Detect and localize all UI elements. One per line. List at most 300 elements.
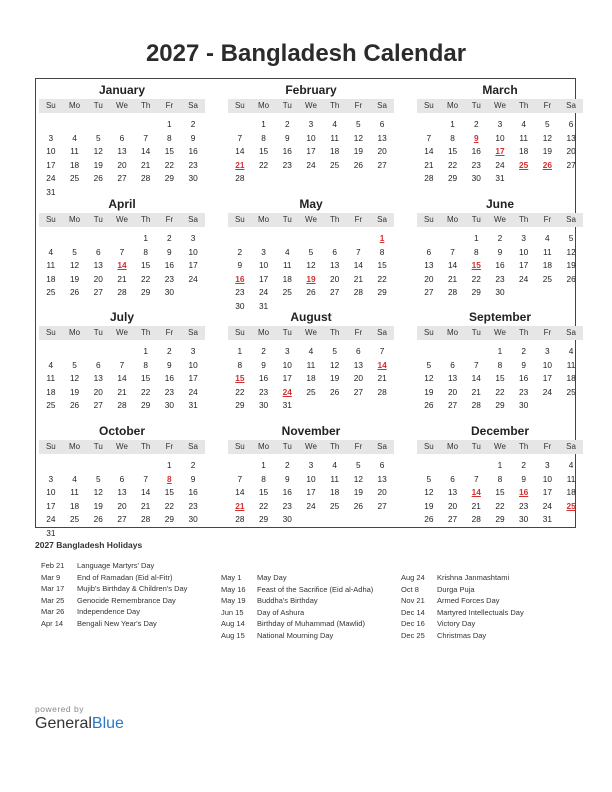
day-cell: 24 [188, 386, 198, 397]
weekday-label: Fr [165, 442, 174, 451]
holiday-day-cell: 14 [377, 359, 387, 370]
day-cell: 10 [542, 473, 552, 484]
day-cell: 21 [117, 386, 127, 397]
day-grid [39, 459, 205, 541]
empty-cell [417, 459, 441, 473]
empty-cell [417, 118, 441, 132]
day-cell: 10 [188, 246, 198, 257]
day-cell: 11 [566, 473, 576, 484]
empty-cell [63, 232, 87, 246]
day-cell: 20 [330, 273, 340, 284]
day-cell: 15 [447, 146, 458, 157]
weekday-label: Su [423, 101, 434, 110]
day-cell: 15 [164, 487, 174, 498]
day-cell: 3 [48, 473, 54, 484]
day-cell: 23 [188, 159, 198, 170]
day-cell: 23 [235, 287, 245, 298]
weekday-label: Sa [377, 215, 387, 224]
day-cell: 18 [46, 273, 56, 284]
brand-general: General [35, 715, 92, 732]
month-name: August [290, 310, 332, 324]
day-cell: 2 [190, 119, 196, 129]
day-cell: 17 [519, 260, 529, 271]
holiday-day-cell: 26 [542, 159, 552, 170]
day-cell: 13 [377, 132, 387, 143]
weekday-label: Mo [257, 442, 270, 451]
day-cell: 27 [447, 514, 458, 525]
holiday-name: Genocide Remembrance Day [77, 595, 176, 605]
day-cell: 25 [306, 386, 316, 397]
holiday-day-cell: 17 [495, 146, 505, 157]
day-cell: 15 [164, 146, 174, 157]
day-cell: 14 [117, 373, 127, 384]
day-cell: 31 [46, 186, 56, 197]
day-cell: 21 [353, 273, 363, 284]
weekday-label: Sa [566, 101, 576, 110]
month-may [228, 196, 394, 314]
day-cell: 30 [164, 287, 174, 298]
month-name: February [285, 83, 337, 97]
day-cell: 8 [473, 246, 479, 257]
weekday-label: We [305, 328, 317, 337]
day-cell: 13 [330, 260, 340, 271]
day-cell: 19 [566, 260, 576, 271]
holiday-name: Birthday of Muhammad (Mawlid) [257, 619, 365, 629]
day-cell: 24 [46, 514, 56, 525]
day-cell: 23 [519, 500, 529, 511]
day-cell: 2 [261, 346, 266, 356]
weekday-label: Th [518, 215, 529, 224]
day-cell: 6 [332, 246, 337, 257]
day-cell: 20 [93, 386, 103, 397]
day-cell: 7 [237, 132, 243, 143]
day-cell: 7 [143, 473, 148, 484]
day-cell: 10 [46, 487, 56, 498]
empty-cell [39, 345, 63, 359]
day-cell: 2 [473, 119, 479, 129]
day-cell: 28 [117, 400, 127, 411]
empty-cell [63, 345, 87, 359]
day-cell: 9 [284, 132, 290, 143]
day-cell: 7 [426, 132, 432, 143]
day-cell: 9 [190, 473, 196, 484]
weekday-label: Fr [543, 442, 552, 451]
day-cell: 13 [447, 487, 458, 498]
empty-cell [86, 232, 110, 246]
empty-cell [63, 118, 87, 132]
weekday-label: Tu [93, 101, 103, 110]
day-cell: 24 [542, 386, 552, 397]
day-cell: 9 [521, 359, 526, 370]
day-cell: 8 [497, 359, 503, 370]
day-cell: 13 [447, 373, 458, 384]
empty-cell [417, 232, 441, 246]
weekday-label: Th [140, 328, 151, 337]
weekday-label: Fr [354, 328, 363, 337]
holiday-day-cell: 14 [471, 487, 481, 498]
day-cell: 23 [471, 159, 481, 170]
day-cell: 18 [330, 146, 340, 157]
month-july [39, 309, 205, 413]
day-cell: 1 [261, 119, 266, 129]
day-cell: 3 [308, 460, 314, 470]
day-cell: 7 [356, 246, 361, 257]
day-cell: 19 [542, 146, 552, 157]
brand-name [35, 715, 124, 733]
day-cell: 19 [424, 500, 434, 511]
day-cell: 25 [46, 287, 56, 298]
weekday-label: Sa [566, 215, 576, 224]
day-cell: 10 [519, 246, 529, 257]
day-cell: 18 [306, 373, 316, 384]
day-cell: 28 [353, 287, 363, 298]
day-cell: 4 [568, 460, 574, 470]
day-cell: 12 [424, 487, 434, 498]
weekday-label: Mo [68, 101, 81, 110]
day-cell: 9 [167, 359, 172, 370]
day-cell: 10 [46, 146, 56, 157]
day-cell: 18 [542, 260, 552, 271]
weekday-header [39, 213, 205, 227]
day-cell: 13 [93, 260, 103, 271]
empty-cell [275, 232, 299, 246]
day-cell: 30 [235, 300, 245, 311]
weekday-label: Fr [543, 328, 552, 337]
weekday-label: Mo [446, 101, 459, 110]
day-cell: 3 [545, 346, 550, 356]
day-cell: 13 [424, 260, 434, 271]
day-cell: 28 [471, 400, 481, 411]
holiday-name: National Mourning Day [257, 630, 334, 640]
day-cell: 6 [426, 246, 432, 257]
day-cell: 28 [471, 514, 481, 525]
month-september [417, 309, 583, 413]
weekday-label: Th [329, 101, 340, 110]
day-cell: 21 [141, 500, 151, 511]
weekday-label: Mo [446, 442, 459, 451]
day-cell: 2 [521, 346, 526, 356]
empty-cell [464, 459, 488, 473]
day-cell: 19 [353, 487, 363, 498]
day-cell: 25 [330, 500, 340, 511]
day-grid [39, 232, 205, 300]
day-cell: 1 [143, 346, 148, 356]
holiday-date: May 16 [221, 584, 246, 594]
month-february [228, 82, 394, 186]
holiday-day-cell: 16 [235, 273, 245, 284]
day-cell: 4 [48, 246, 54, 257]
day-cell: 1 [497, 346, 503, 356]
day-cell: 7 [143, 132, 148, 143]
weekday-label: Sa [188, 215, 198, 224]
day-cell: 2 [284, 460, 290, 470]
month-october [39, 423, 205, 541]
day-cell: 22 [377, 273, 387, 284]
empty-cell [347, 232, 371, 246]
day-cell: 29 [471, 287, 481, 298]
holiday-row [401, 572, 524, 584]
day-cell: 26 [69, 287, 80, 298]
day-cell: 8 [143, 246, 148, 257]
day-cell: 15 [495, 373, 505, 384]
day-cell: 17 [306, 146, 316, 157]
day-cell: 11 [70, 146, 79, 157]
weekday-label: Su [423, 442, 434, 451]
weekday-label: Th [518, 101, 529, 110]
day-cell: 5 [308, 246, 314, 257]
empty-cell [86, 459, 110, 473]
weekday-header [39, 99, 205, 113]
page-title: 2027 - Bangladesh Calendar [145, 40, 467, 67]
day-cell: 8 [167, 132, 172, 143]
day-cell: 9 [284, 473, 290, 484]
day-cell: 23 [258, 386, 269, 397]
day-cell: 12 [542, 132, 552, 143]
weekday-label: We [494, 101, 506, 110]
weekday-label: Tu [93, 328, 103, 337]
calendar-grid [35, 78, 576, 538]
day-cell: 5 [426, 473, 432, 484]
day-grid [228, 459, 394, 527]
day-cell: 16 [164, 373, 174, 384]
day-cell: 5 [332, 346, 337, 356]
day-cell: 8 [143, 359, 148, 370]
day-cell: 4 [72, 473, 77, 484]
empty-cell [228, 459, 252, 473]
day-cell: 16 [258, 373, 269, 384]
day-cell: 17 [46, 500, 56, 511]
day-cell: 20 [566, 146, 576, 157]
day-cell: 2 [497, 233, 503, 243]
day-cell: 3 [545, 460, 550, 470]
weekday-label: Mo [68, 215, 81, 224]
holiday-name: Christmas Day [437, 630, 487, 640]
day-cell: 26 [93, 514, 103, 525]
day-cell: 17 [46, 159, 56, 170]
day-cell: 26 [424, 514, 434, 525]
day-cell: 9 [261, 359, 266, 370]
holiday-day-cell: 9 [473, 132, 479, 143]
weekday-label: We [116, 101, 128, 110]
holiday-date: Feb 21 [41, 561, 65, 570]
holiday-row [41, 606, 187, 618]
day-cell: 14 [353, 260, 363, 271]
day-cell: 22 [164, 500, 174, 511]
holiday-row [41, 583, 187, 595]
holiday-row [401, 607, 524, 619]
weekday-label: Su [423, 328, 434, 337]
weekday-header [417, 440, 583, 454]
day-cell: 24 [46, 173, 56, 184]
day-cell: 28 [447, 287, 458, 298]
month-april [39, 196, 205, 300]
day-grid [417, 345, 583, 413]
day-grid [228, 232, 394, 314]
holiday-date: Apr 14 [41, 618, 64, 628]
day-cell: 31 [282, 400, 292, 411]
day-cell: 1 [497, 460, 503, 470]
day-cell: 21 [377, 373, 387, 384]
day-cell: 18 [69, 159, 80, 170]
day-cell: 19 [69, 386, 80, 397]
day-cell: 20 [117, 159, 127, 170]
day-cell: 7 [450, 246, 455, 257]
holiday-name: Language Martyrs' Day [77, 561, 155, 570]
weekday-header [39, 326, 205, 340]
day-cell: 25 [330, 159, 340, 170]
weekday-label: Mo [68, 442, 81, 451]
day-cell: 15 [495, 487, 505, 498]
weekday-label: Tu [471, 215, 481, 224]
day-cell: 29 [235, 400, 245, 411]
day-cell: 19 [69, 273, 80, 284]
day-cell: 10 [282, 359, 292, 370]
day-cell: 15 [141, 260, 151, 271]
day-cell: 24 [306, 500, 316, 511]
weekday-label: Mo [446, 328, 459, 337]
empty-cell [110, 345, 134, 359]
day-grid [417, 459, 583, 527]
day-cell: 22 [141, 386, 151, 397]
day-cell: 9 [497, 246, 503, 257]
weekday-label: Fr [165, 328, 174, 337]
day-cell: 17 [188, 373, 198, 384]
day-cell: 12 [93, 487, 103, 498]
day-cell: 27 [330, 287, 340, 298]
holiday-day-cell: 21 [235, 500, 245, 511]
day-cell: 28 [141, 514, 151, 525]
day-cell: 22 [495, 386, 505, 397]
day-cell: 12 [353, 473, 363, 484]
holiday-name: Martyred Intellectuals Day [437, 607, 524, 617]
day-cell: 5 [72, 246, 77, 257]
day-cell: 27 [93, 400, 103, 411]
weekday-label: Sa [377, 442, 387, 451]
day-cell: 28 [141, 173, 151, 184]
holiday-name: End of Ramadan (Eid al-Fitr) [77, 572, 173, 582]
day-cell: 30 [519, 400, 529, 411]
day-cell: 24 [495, 159, 505, 170]
day-cell: 10 [542, 359, 552, 370]
day-cell: 10 [306, 132, 316, 143]
day-cell: 4 [521, 119, 526, 129]
day-cell: 6 [95, 359, 101, 370]
holiday-name: Krishna Janmashtami [437, 573, 510, 582]
day-cell: 1 [237, 346, 243, 356]
holiday-row [221, 572, 373, 584]
weekday-label: Tu [471, 328, 481, 337]
holiday-day-cell: 25 [519, 159, 529, 170]
weekday-label: Tu [93, 215, 103, 224]
weekday-label: Fr [354, 442, 363, 451]
holiday-day-cell: 14 [117, 260, 127, 271]
day-cell: 22 [447, 159, 458, 170]
day-cell: 29 [141, 400, 151, 411]
day-cell: 5 [545, 119, 550, 129]
day-cell: 11 [330, 132, 339, 143]
day-cell: 22 [141, 273, 151, 284]
day-cell: 13 [117, 146, 127, 157]
day-cell: 22 [258, 159, 269, 170]
day-cell: 26 [330, 386, 340, 397]
weekday-label: Su [234, 215, 245, 224]
holiday-row [41, 560, 187, 572]
day-cell: 20 [424, 273, 434, 284]
holiday-row [221, 607, 373, 619]
day-cell: 11 [46, 260, 56, 271]
holiday-date: Aug 14 [221, 619, 245, 629]
day-cell: 29 [141, 287, 151, 298]
day-cell: 2 [190, 460, 196, 470]
holiday-name: Feast of the Sacrifice (Eid al-Adha) [257, 584, 374, 594]
holiday-row [41, 572, 187, 584]
day-cell: 22 [258, 500, 269, 511]
day-cell: 24 [258, 287, 269, 298]
holiday-day-cell: 15 [471, 260, 481, 271]
day-grid [39, 118, 205, 200]
holiday-row [41, 618, 187, 630]
holiday-day-cell: 24 [282, 386, 292, 397]
day-cell: 2 [521, 460, 526, 470]
day-grid [228, 345, 394, 413]
weekday-label: Sa [377, 328, 387, 337]
footer-logo [35, 704, 124, 733]
day-cell: 14 [141, 146, 151, 157]
day-cell: 30 [282, 514, 292, 525]
month-name: October [98, 424, 145, 438]
weekday-header [228, 440, 394, 454]
weekday-label: Sa [566, 328, 576, 337]
day-cell: 15 [258, 487, 269, 498]
day-cell: 20 [353, 373, 363, 384]
day-cell: 6 [95, 246, 101, 257]
day-grid [39, 345, 205, 413]
day-cell: 6 [568, 119, 574, 129]
holiday-date: Oct 8 [401, 584, 419, 594]
day-cell: 27 [93, 287, 103, 298]
month-name: January [98, 83, 146, 97]
weekday-label: Fr [165, 101, 174, 110]
day-cell: 16 [471, 146, 481, 157]
day-cell: 1 [167, 119, 172, 129]
day-cell: 31 [188, 400, 198, 411]
day-cell: 28 [235, 514, 245, 525]
day-cell: 6 [119, 473, 125, 484]
day-cell: 11 [519, 132, 528, 143]
empty-cell [299, 232, 323, 246]
holiday-date: Dec 25 [401, 630, 425, 640]
holiday-list-column [401, 572, 524, 642]
day-cell: 19 [93, 159, 103, 170]
day-cell: 26 [93, 173, 103, 184]
holiday-row [221, 584, 373, 596]
weekday-header [228, 99, 394, 113]
day-cell: 7 [473, 473, 479, 484]
holidays-title: 2027 Bangladesh Holidays [35, 540, 143, 550]
day-cell: 27 [353, 386, 363, 397]
day-cell: 29 [377, 287, 387, 298]
day-cell: 1 [143, 233, 148, 243]
holiday-day-cell: 1 [379, 233, 385, 243]
day-cell: 21 [447, 273, 458, 284]
holiday-name: Armed Forces Day [437, 596, 500, 606]
day-cell: 16 [282, 487, 292, 498]
weekday-label: Tu [282, 101, 292, 110]
day-cell: 13 [377, 473, 387, 484]
day-cell: 17 [306, 487, 316, 498]
day-cell: 26 [424, 400, 434, 411]
day-cell: 20 [93, 273, 103, 284]
